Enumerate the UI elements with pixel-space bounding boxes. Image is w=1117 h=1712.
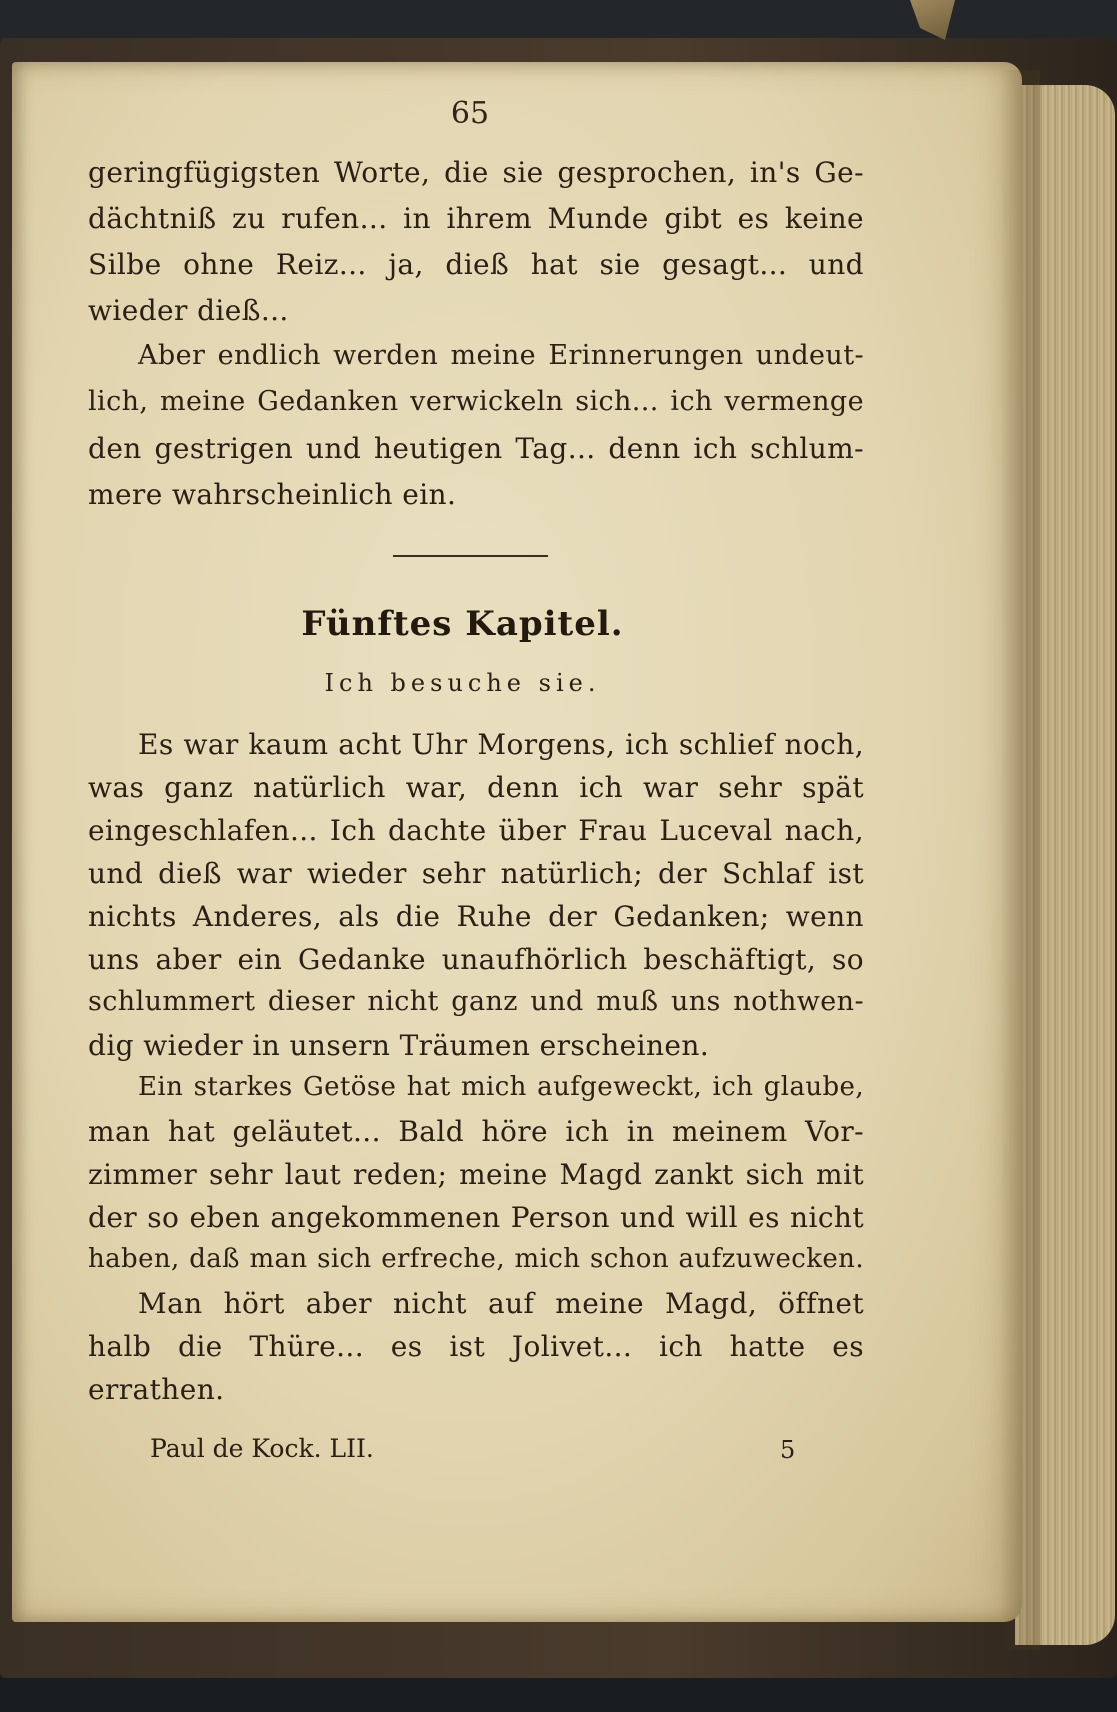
- text-line: wieder dieß...: [88, 294, 289, 327]
- text-line: zimmer sehr laut reden; meine Magd zankt sich mit: [88, 1158, 864, 1191]
- signature-line: Paul de Kock. LII.: [150, 1434, 374, 1463]
- text-line: man hat geläutet... Bald höre ich in meinem Vor-: [88, 1115, 864, 1148]
- gutter-shadow: [1000, 70, 1040, 1650]
- text-line: lich, meine Gedanken verwickeln sich... ich vermenge: [88, 386, 864, 417]
- page-number: 65: [450, 96, 490, 131]
- chapter-subtitle: Ich besuche sie.: [324, 669, 601, 697]
- text-line: mere wahrscheinlich ein.: [88, 478, 457, 511]
- text-line: Aber endlich werden meine Erinnerungen undeut-: [138, 340, 864, 371]
- text-line: eingeschlafen... Ich dachte über Frau Luceval nach,: [88, 814, 864, 847]
- text-line: Es war kaum acht Uhr Morgens, ich schlief noch,: [138, 728, 864, 761]
- paper-scrap: [905, 0, 955, 40]
- text-line: haben, daß man sich erfreche, mich schon aufzuwecken.: [88, 1244, 864, 1274]
- text-line: nichts Anderes, als die Ruhe der Gedanken; wenn: [88, 900, 864, 933]
- text-line: errathen.: [88, 1373, 225, 1406]
- text-line: Ein starkes Getöse hat mich aufgeweckt, ich glaube,: [138, 1072, 864, 1102]
- text-line: was ganz natürlich war, denn ich war sehr spät: [88, 771, 864, 804]
- text-line: Silbe ohne Reiz... ja, dieß hat sie gesagt... und: [88, 248, 864, 281]
- text-line: schlummert dieser nicht ganz und muß uns nothwen-: [88, 986, 864, 1017]
- text-line: Man hört aber nicht auf meine Magd, öffnet: [138, 1287, 864, 1320]
- text-line: der so eben angekommenen Person und will es nicht: [88, 1201, 864, 1234]
- section-divider: [393, 555, 548, 557]
- text-line: und dieß war wieder sehr natürlich; der Schlaf ist: [88, 857, 864, 890]
- text-line: geringfügigsten Worte, die sie gesprochen, in's Ge-: [88, 156, 864, 189]
- text-line: dächtniß zu rufen... in ihrem Munde gibt es keine: [88, 202, 864, 235]
- text-line: dig wieder in unsern Träumen erscheinen.: [88, 1029, 710, 1062]
- text-line: halb die Thüre... es ist Jolivet... ich hatte es: [88, 1330, 864, 1363]
- text-line: den gestrigen und heutigen Tag... denn ich schlum-: [88, 432, 864, 465]
- chapter-title: Fünftes Kapitel.: [301, 604, 624, 644]
- text-line: uns aber ein Gedanke unaufhörlich beschäftigt, so: [88, 943, 864, 976]
- sheet-mark: 5: [780, 1436, 796, 1464]
